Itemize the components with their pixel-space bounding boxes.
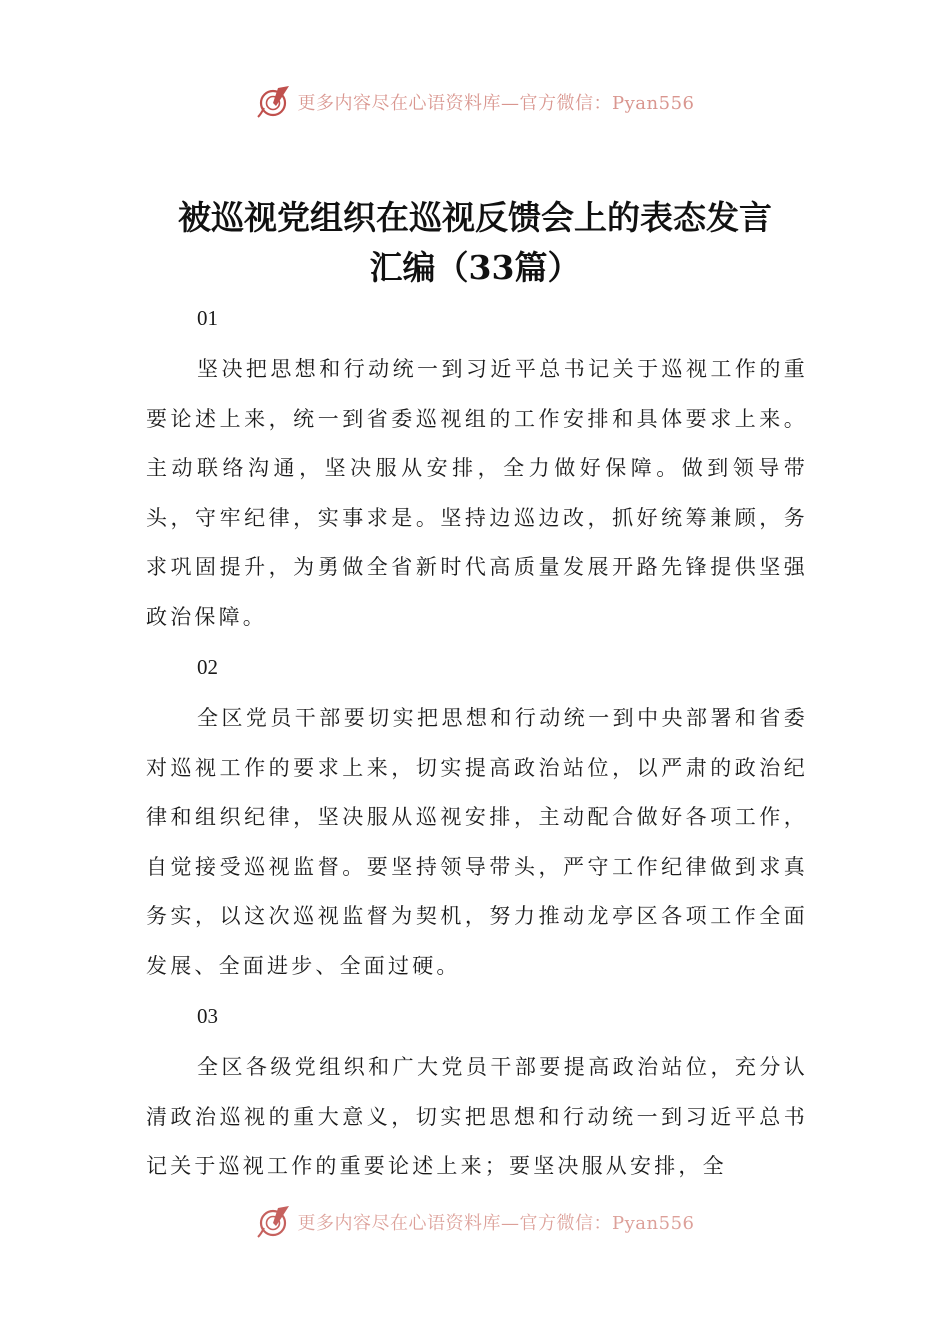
- section-paragraph: 坚决把思想和行动统一到习近平总书记关于巡视工作的重要论述上来，统一到省委巡视组的工作安排和具体要求上来。主动联络沟通，坚决服从安排，全力做好保障。做到领导带头，守牢纪律，实事求是。坚持边巡边改，抓好统筹兼顾，务求巩固提升，为勇做全省新时代高质量发展开路先锋提供坚强政治保障。: [146, 357, 808, 629]
- pen-logo-icon: [256, 1204, 294, 1240]
- section-paragraph: 全区党员干部要切实把思想和行动统一到中央部署和省委对巡视工作的要求上来，切实提高政治站位，以严肃的政治纪律和组织纪律，坚决服从巡视安排，主动配合做好各项工作，自觉接受巡视监督。要坚持领导带头，严守工作纪律做到求真务实，以这次巡视监督为契机，努力推动龙亭区各项工作全面发展、全面进步、全面过硬。: [146, 706, 808, 978]
- watermark-footer: [0, 1204, 950, 1240]
- pen-logo-icon: [256, 84, 294, 120]
- watermark-text: 更多内容尽在心语资料库—官方微信：Pyan556: [297, 93, 695, 114]
- document-title-line-2: 汇编（33篇）: [369, 248, 581, 287]
- document-title-line-1: 被巡视党组织在巡视反馈会上的表态发言: [178, 198, 772, 237]
- watermark-text: 更多内容尽在心语资料库—官方微信：Pyan556: [297, 1213, 695, 1234]
- section-number: 03: [197, 1004, 218, 1028]
- section-number: 02: [197, 655, 218, 679]
- section-number: 01: [197, 306, 218, 330]
- watermark-header: [0, 84, 950, 120]
- section-paragraph: 全区各级党组织和广大党员干部要提高政治站位，充分认清政治巡视的重大意义，切实把思想和行动统一到习近平总书记关于巡视工作的重要论述上来；要坚决服从安排，全: [146, 1055, 808, 1179]
